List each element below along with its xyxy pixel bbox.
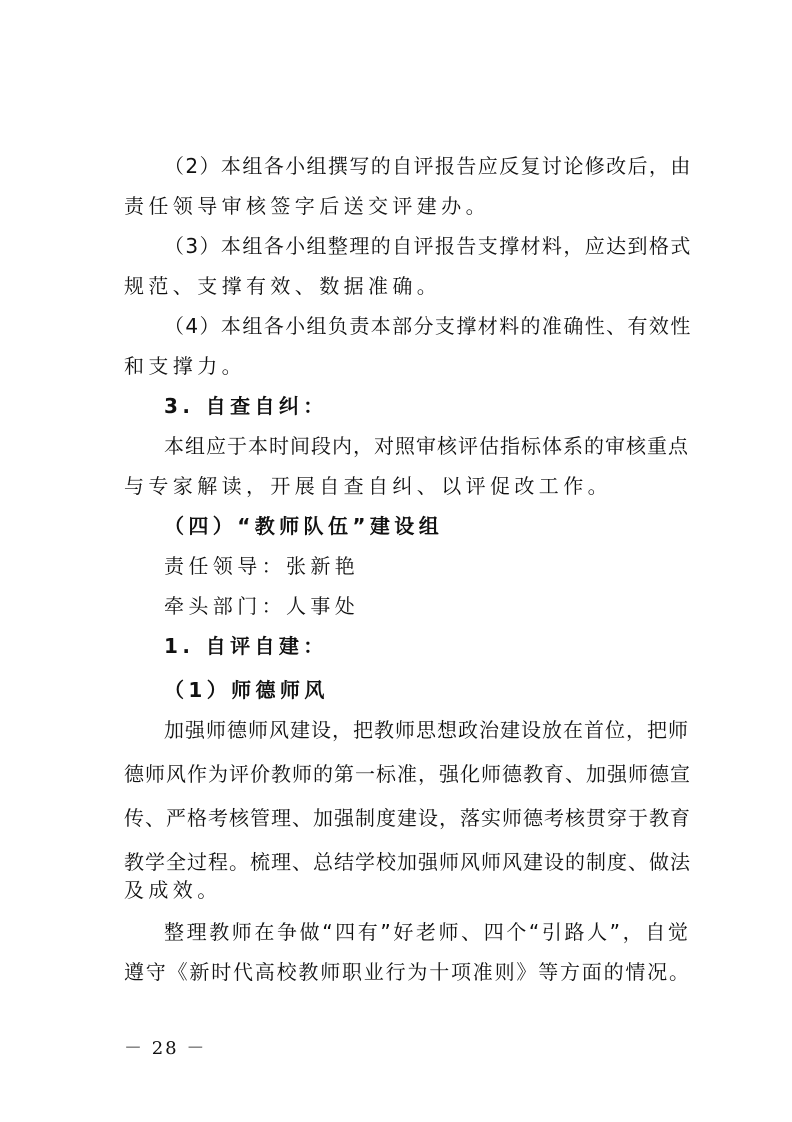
page-number: － 28 － [124, 1038, 207, 1059]
paragraph-line: （4）本组各小组负责本部分支撑材料的准确性、有效性 [164, 314, 692, 338]
subsection-heading: （1）师德师风 [164, 678, 329, 702]
paragraph-line: （2）本组各小组撰写的自评报告应反复讨论修改后，由 [164, 154, 692, 178]
paragraph-line: 和支撑力。 [124, 354, 246, 378]
paragraph-line: 传、严格考核管理、加强制度建设，落实师德考核贯穿于教育 [124, 806, 691, 830]
paragraph-line: 与专家解读，开展自查自纠、以评促改工作。 [124, 474, 612, 498]
paragraph-line: （3）本组各小组整理的自评报告支撑材料，应达到格式 [164, 234, 692, 258]
paragraph-line: 教学全过程。梳理、总结学校加强师风师风建设的制度、做法 [124, 850, 691, 874]
paragraph-line: 加强师德师风建设，把教师思想政治建设放在首位，把师 [164, 718, 689, 742]
section-heading: 1. 自评自建： [164, 634, 328, 658]
paragraph-line: 及成效。 [124, 878, 222, 902]
paragraph-line: 本组应于本时间段内，对照审核评估指标体系的审核重点 [164, 434, 689, 458]
group-heading: （四）“教师队伍”建设组 [164, 514, 444, 538]
paragraph-line: 规范、支撑有效、数据准确。 [124, 274, 442, 298]
paragraph-line: 德师风作为评价教师的第一标准，强化师德教育、加强师德宣 [124, 762, 691, 786]
paragraph-line: 责任领导审核签字后送交评建办。 [124, 194, 490, 218]
lead-department: 牵头部门：人事处 [164, 594, 360, 618]
responsible-leader: 责任领导：张新艳 [164, 554, 360, 578]
paragraph-line: 整理教师在争做“四有”好老师、四个“引路人”，自觉 [164, 920, 691, 944]
section-heading: 3. 自查自纠： [164, 394, 328, 418]
paragraph-line: 遵守《新时代高校教师职业行为十项准则》等方面的情况。 [124, 960, 691, 984]
